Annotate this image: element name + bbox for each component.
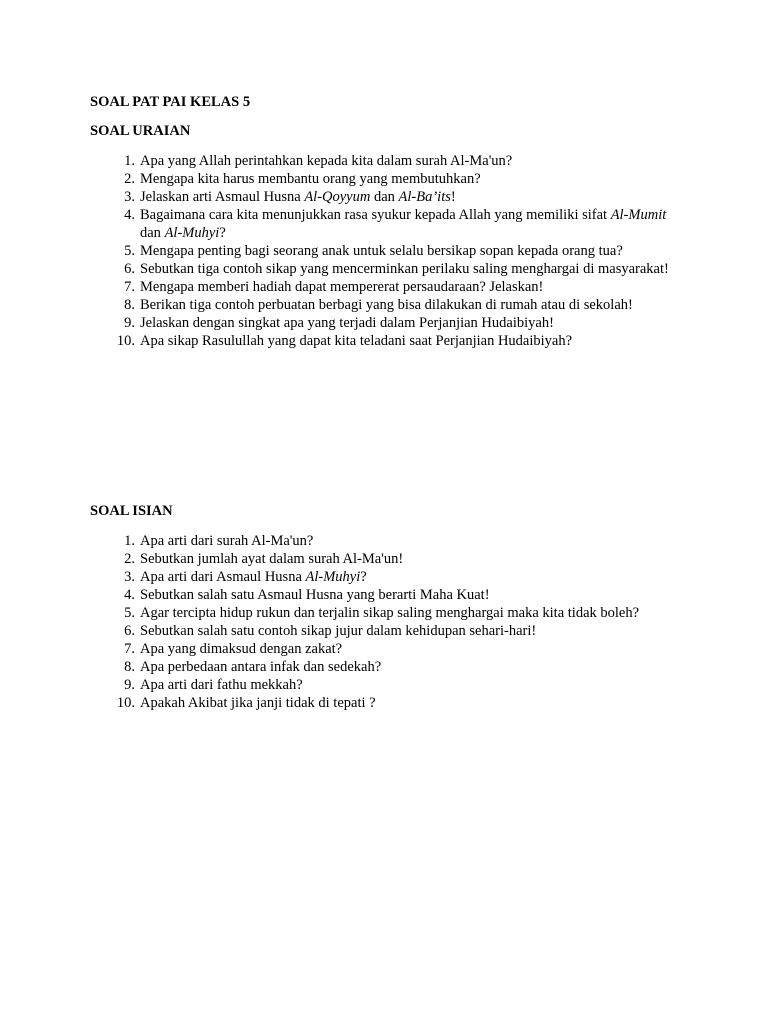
question-text-segment: Apa arti dari Asmaul Husna bbox=[140, 569, 306, 585]
question-term-italic: Al-Muhyi bbox=[305, 569, 361, 585]
question-text bbox=[135, 586, 690, 604]
question-term-italic: Al-Mumit bbox=[610, 207, 667, 223]
question-text-segment: Apa sikap Rasulullah yang dapat kita teladani saat Perjanjian Hudaibiyah? bbox=[140, 333, 573, 349]
question-text bbox=[135, 550, 690, 568]
question-item bbox=[90, 242, 690, 260]
question-text bbox=[135, 206, 690, 242]
question-item bbox=[90, 206, 690, 242]
question-term-italic: Al-Muhyi bbox=[164, 225, 220, 241]
question-number: 2. bbox=[124, 171, 135, 187]
question-number: 1. bbox=[124, 153, 135, 169]
question-text-segment: Berikan tiga contoh perbuatan berbagi yang bisa dilakukan di rumah atau di sekolah! bbox=[140, 297, 633, 313]
question-number: 5. bbox=[124, 605, 135, 621]
question-item bbox=[90, 604, 690, 622]
question-text bbox=[135, 170, 690, 188]
question-number: 6. bbox=[124, 623, 135, 639]
question-text-segment: Sebutkan salah satu Asmaul Husna yang berarti Maha Kuat! bbox=[140, 587, 490, 603]
question-text-segment: Mengapa kita harus membantu orang yang membutuhkan? bbox=[140, 171, 481, 187]
question-text bbox=[135, 568, 690, 586]
question-item bbox=[90, 694, 690, 712]
question-item bbox=[90, 170, 690, 188]
question-item bbox=[90, 296, 690, 314]
question-item bbox=[90, 532, 690, 550]
question-item bbox=[90, 640, 690, 658]
question-number: 4. bbox=[124, 207, 135, 223]
question-text-segment: Sebutkan salah satu contoh sikap jujur dalam kehidupan sehari-hari! bbox=[140, 623, 537, 639]
question-number: 9. bbox=[124, 677, 135, 693]
question-number: 10. bbox=[116, 695, 135, 711]
question-text bbox=[135, 676, 690, 694]
question-text-segment: Apa yang dimaksud dengan zakat? bbox=[140, 641, 343, 657]
question-text-segment: Agar tercipta hidup rukun dan terjalin sikap saling menghargai maka kita tidak boleh? bbox=[140, 605, 640, 621]
question-text bbox=[135, 532, 690, 550]
document-title: SOAL PAT PAI KELAS 5 bbox=[90, 94, 251, 110]
question-text-segment: Mengapa penting bagi seorang anak untuk selalu bersikap sopan kepada orang tua? bbox=[140, 243, 623, 259]
question-term-italic: Al-Ba’its bbox=[398, 189, 451, 205]
question-text bbox=[135, 604, 690, 622]
question-text bbox=[135, 314, 690, 332]
question-text-segment: Jelaskan arti Asmaul Husna bbox=[140, 189, 305, 205]
question-text bbox=[135, 622, 690, 640]
question-text-segment: Apakah Akibat jika janji tidak di tepati ? bbox=[140, 695, 376, 711]
question-number: 7. bbox=[124, 641, 135, 657]
question-term-italic: Al-Qoyyum bbox=[304, 189, 371, 205]
question-item bbox=[90, 278, 690, 296]
uraian-question-list bbox=[90, 152, 690, 350]
question-number: 1. bbox=[124, 533, 135, 549]
question-text bbox=[135, 278, 690, 296]
question-text-segment: ? bbox=[360, 569, 367, 585]
question-text bbox=[135, 260, 690, 278]
question-item bbox=[90, 622, 690, 640]
question-text bbox=[135, 296, 690, 314]
isian-question-list bbox=[90, 532, 690, 712]
question-number: 2. bbox=[124, 551, 135, 567]
question-number: 3. bbox=[124, 569, 135, 585]
question-text-segment: Bagaimana cara kita menunjukkan rasa syukur kepada Allah yang memiliki sifat bbox=[140, 207, 611, 223]
question-text bbox=[135, 658, 690, 676]
question-number: 10. bbox=[116, 333, 135, 349]
question-text bbox=[135, 640, 690, 658]
question-text-segment: Mengapa memberi hadiah dapat mempererat persaudaraan? Jelaskan! bbox=[140, 279, 544, 295]
question-number: 6. bbox=[124, 261, 135, 277]
question-number: 3. bbox=[124, 189, 135, 205]
section-heading-uraian: SOAL URAIAN bbox=[90, 123, 191, 139]
question-number: 4. bbox=[124, 587, 135, 603]
question-text-segment: Jelaskan dengan singkat apa yang terjadi dalam Perjanjian Hudaibiyah! bbox=[140, 315, 554, 331]
question-item bbox=[90, 314, 690, 332]
question-number: 7. bbox=[124, 279, 135, 295]
question-text-segment: ! bbox=[450, 189, 456, 205]
question-number: 8. bbox=[124, 297, 135, 313]
question-item bbox=[90, 676, 690, 694]
question-text bbox=[135, 188, 690, 206]
question-text-segment: Apa perbedaan antara infak dan sedekah? bbox=[140, 659, 382, 675]
question-text bbox=[135, 332, 690, 350]
question-text-segment: ? bbox=[219, 225, 226, 241]
question-item bbox=[90, 188, 690, 206]
question-text-segment: dan bbox=[370, 189, 399, 205]
section-heading-isian: SOAL ISIAN bbox=[90, 503, 173, 519]
question-item bbox=[90, 332, 690, 350]
question-item bbox=[90, 260, 690, 278]
question-text bbox=[135, 694, 690, 712]
question-text-segment: Sebutkan tiga contoh sikap yang mencerminkan perilaku saling menghargai di masyarakat! bbox=[140, 261, 669, 277]
question-number: 9. bbox=[124, 315, 135, 331]
question-text bbox=[135, 242, 690, 260]
question-number: 5. bbox=[124, 243, 135, 259]
question-text-segment: Sebutkan jumlah ayat dalam surah Al-Ma'un! bbox=[140, 551, 404, 567]
question-text-segment: Apa arti dari surah Al-Ma'un? bbox=[140, 533, 314, 549]
question-item bbox=[90, 568, 690, 586]
question-text bbox=[135, 152, 690, 170]
question-text-segment: Apa yang Allah perintahkan kepada kita dalam surah Al-Ma'un? bbox=[140, 153, 513, 169]
question-item bbox=[90, 550, 690, 568]
question-text-segment: dan bbox=[140, 225, 165, 241]
question-item bbox=[90, 586, 690, 604]
question-number: 8. bbox=[124, 659, 135, 675]
question-item bbox=[90, 658, 690, 676]
question-text-segment: Apa arti dari fathu mekkah? bbox=[140, 677, 303, 693]
question-item bbox=[90, 152, 690, 170]
